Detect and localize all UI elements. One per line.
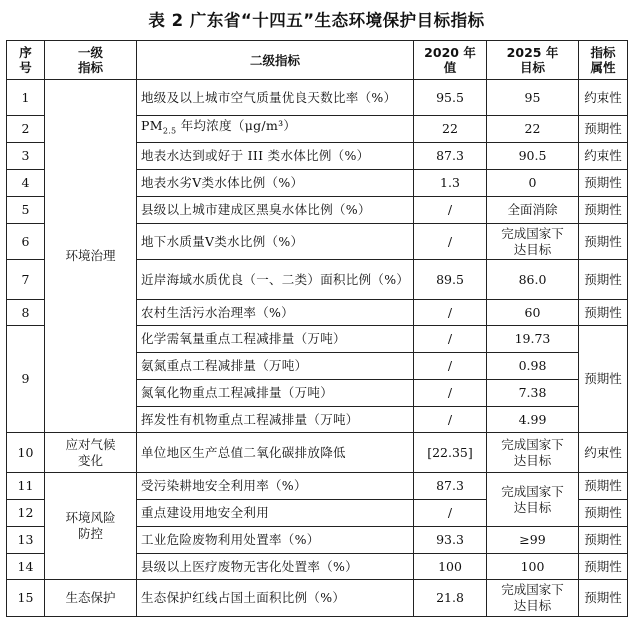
header-2020: 2020 年值	[414, 41, 487, 80]
row-no: 7	[7, 260, 45, 300]
row-2025: 60	[487, 300, 579, 326]
row-no: 15	[7, 580, 45, 617]
row-indicator: 氨氮重点工程减排量（万吨）	[137, 353, 414, 380]
row-2020: /	[414, 407, 487, 433]
row-no: 2	[7, 116, 45, 143]
table-row	[7, 580, 628, 617]
header-level1: 一级 指标	[45, 41, 137, 80]
row-no: 9	[7, 326, 45, 433]
row-indicator: 农村生活污水治理率（%）	[137, 300, 414, 326]
pm-subscript: 2.5	[162, 126, 177, 136]
row-indicator: 氮氧化物重点工程减排量（万吨）	[137, 380, 414, 407]
row-2025: 7.38	[487, 380, 579, 407]
row-2020: 93.3	[414, 527, 487, 554]
row-2025: 4.99	[487, 407, 579, 433]
row-no: 12	[7, 500, 45, 527]
group-climate: 应对气候 变化	[45, 433, 137, 473]
row-indicator: 单位地区生产总值二氧化碳排放降低	[137, 433, 414, 473]
table-row	[7, 80, 628, 116]
row-2020: 100	[414, 554, 487, 580]
row-2025: 完成国家下 达目标	[487, 224, 579, 260]
row-2025: 完成国家下 达目标	[487, 580, 579, 617]
row-attr: 预期性	[579, 473, 628, 500]
row-2020: /	[414, 380, 487, 407]
row-attr: 约束性	[579, 80, 628, 116]
row-indicator: 地级及以上城市空气质量优良天数比率（%）	[137, 80, 414, 116]
row-indicator: 地下水质量V类水比例（%）	[137, 224, 414, 260]
group-risk: 环境风险 防控	[45, 473, 137, 580]
row-no: 14	[7, 554, 45, 580]
row-attr: 预期性	[579, 260, 628, 300]
pm-label: PM	[141, 118, 163, 134]
row-no: 1	[7, 80, 45, 116]
row-2020: 87.3	[414, 143, 487, 170]
row-2025: 19.73	[487, 326, 579, 353]
row-attr: 预期性	[579, 554, 628, 580]
row-2020: /	[414, 353, 487, 380]
row-indicator: 工业危险废物利用处置率（%）	[137, 527, 414, 554]
row-no: 8	[7, 300, 45, 326]
header-2025: 2025 年 目标	[487, 41, 579, 80]
row-2025: 0	[487, 170, 579, 197]
row-2025: 100	[487, 554, 579, 580]
header-no: 序 号	[7, 41, 45, 80]
row-indicator: 挥发性有机物重点工程减排量（万吨）	[137, 407, 414, 433]
row-2025: ≥99	[487, 527, 579, 554]
row-2020: 1.3	[414, 170, 487, 197]
row-2020: /	[414, 300, 487, 326]
row-attr: 预期性	[579, 500, 628, 527]
row-attr: 预期性	[579, 527, 628, 554]
row-2020: 87.3	[414, 473, 487, 500]
row-indicator: 生态保护红线占国土面积比例（%）	[137, 580, 414, 617]
row-2025: 完成国家下 达目标	[487, 473, 579, 527]
row-attr: 约束性	[579, 143, 628, 170]
row-indicator: 受污染耕地安全利用率（%）	[137, 473, 414, 500]
table-row	[7, 433, 628, 473]
targets-table	[6, 40, 628, 617]
row-2020: 21.8	[414, 580, 487, 617]
row-2025: 完成国家下 达目标	[487, 433, 579, 473]
row-attr: 约束性	[579, 433, 628, 473]
row-indicator: 地表水达到或好于 III 类水体比例（%）	[137, 143, 414, 170]
row-attr: 预期性	[579, 224, 628, 260]
row-no: 13	[7, 527, 45, 554]
row-2025: 0.98	[487, 353, 579, 380]
table-title: 表 2 广东省“十四五”生态环境保护目标指标	[148, 11, 485, 30]
row-no: 11	[7, 473, 45, 500]
row-attr: 预期性	[579, 300, 628, 326]
pm-rest: 年均浓度（μg/m³）	[176, 118, 297, 134]
row-indicator: 化学需氧量重点工程减排量（万吨）	[137, 326, 414, 353]
header-level2: 二级指标	[137, 41, 414, 80]
row-attr: 预期性	[579, 197, 628, 224]
row-indicator: 县级以上医疗废物无害化处置率（%）	[137, 554, 414, 580]
row-indicator: 县级以上城市建成区黑臭水体比例（%）	[137, 197, 414, 224]
group-env: 环境治理	[45, 80, 137, 433]
row-2020: 95.5	[414, 80, 487, 116]
row-indicator	[137, 116, 414, 143]
row-2020: 89.5	[414, 260, 487, 300]
row-2025: 86.0	[487, 260, 579, 300]
row-2020: [22.35]	[414, 433, 487, 473]
row-2025: 22	[487, 116, 579, 143]
row-attr: 预期性	[579, 326, 628, 433]
table-row	[7, 473, 628, 500]
row-2025: 90.5	[487, 143, 579, 170]
row-2020: /	[414, 197, 487, 224]
row-2025: 全面消除	[487, 197, 579, 224]
row-2020: /	[414, 224, 487, 260]
row-indicator: 重点建设用地安全利用	[137, 500, 414, 527]
group-eco: 生态保护	[45, 580, 137, 617]
row-no: 6	[7, 224, 45, 260]
row-no: 3	[7, 143, 45, 170]
row-no: 4	[7, 170, 45, 197]
row-2020: /	[414, 500, 487, 527]
row-attr: 预期性	[579, 580, 628, 617]
row-no: 10	[7, 433, 45, 473]
row-2020: 22	[414, 116, 487, 143]
row-no: 5	[7, 197, 45, 224]
row-attr: 预期性	[579, 116, 628, 143]
row-indicator: 地表水劣V类水体比例（%）	[137, 170, 414, 197]
row-2025: 95	[487, 80, 579, 116]
header-attr: 指标 属性	[579, 41, 628, 80]
row-attr: 预期性	[579, 170, 628, 197]
header-row	[7, 41, 628, 80]
row-2020: /	[414, 326, 487, 353]
row-indicator: 近岸海域水质优良（一、二类）面积比例（%）	[137, 260, 414, 300]
